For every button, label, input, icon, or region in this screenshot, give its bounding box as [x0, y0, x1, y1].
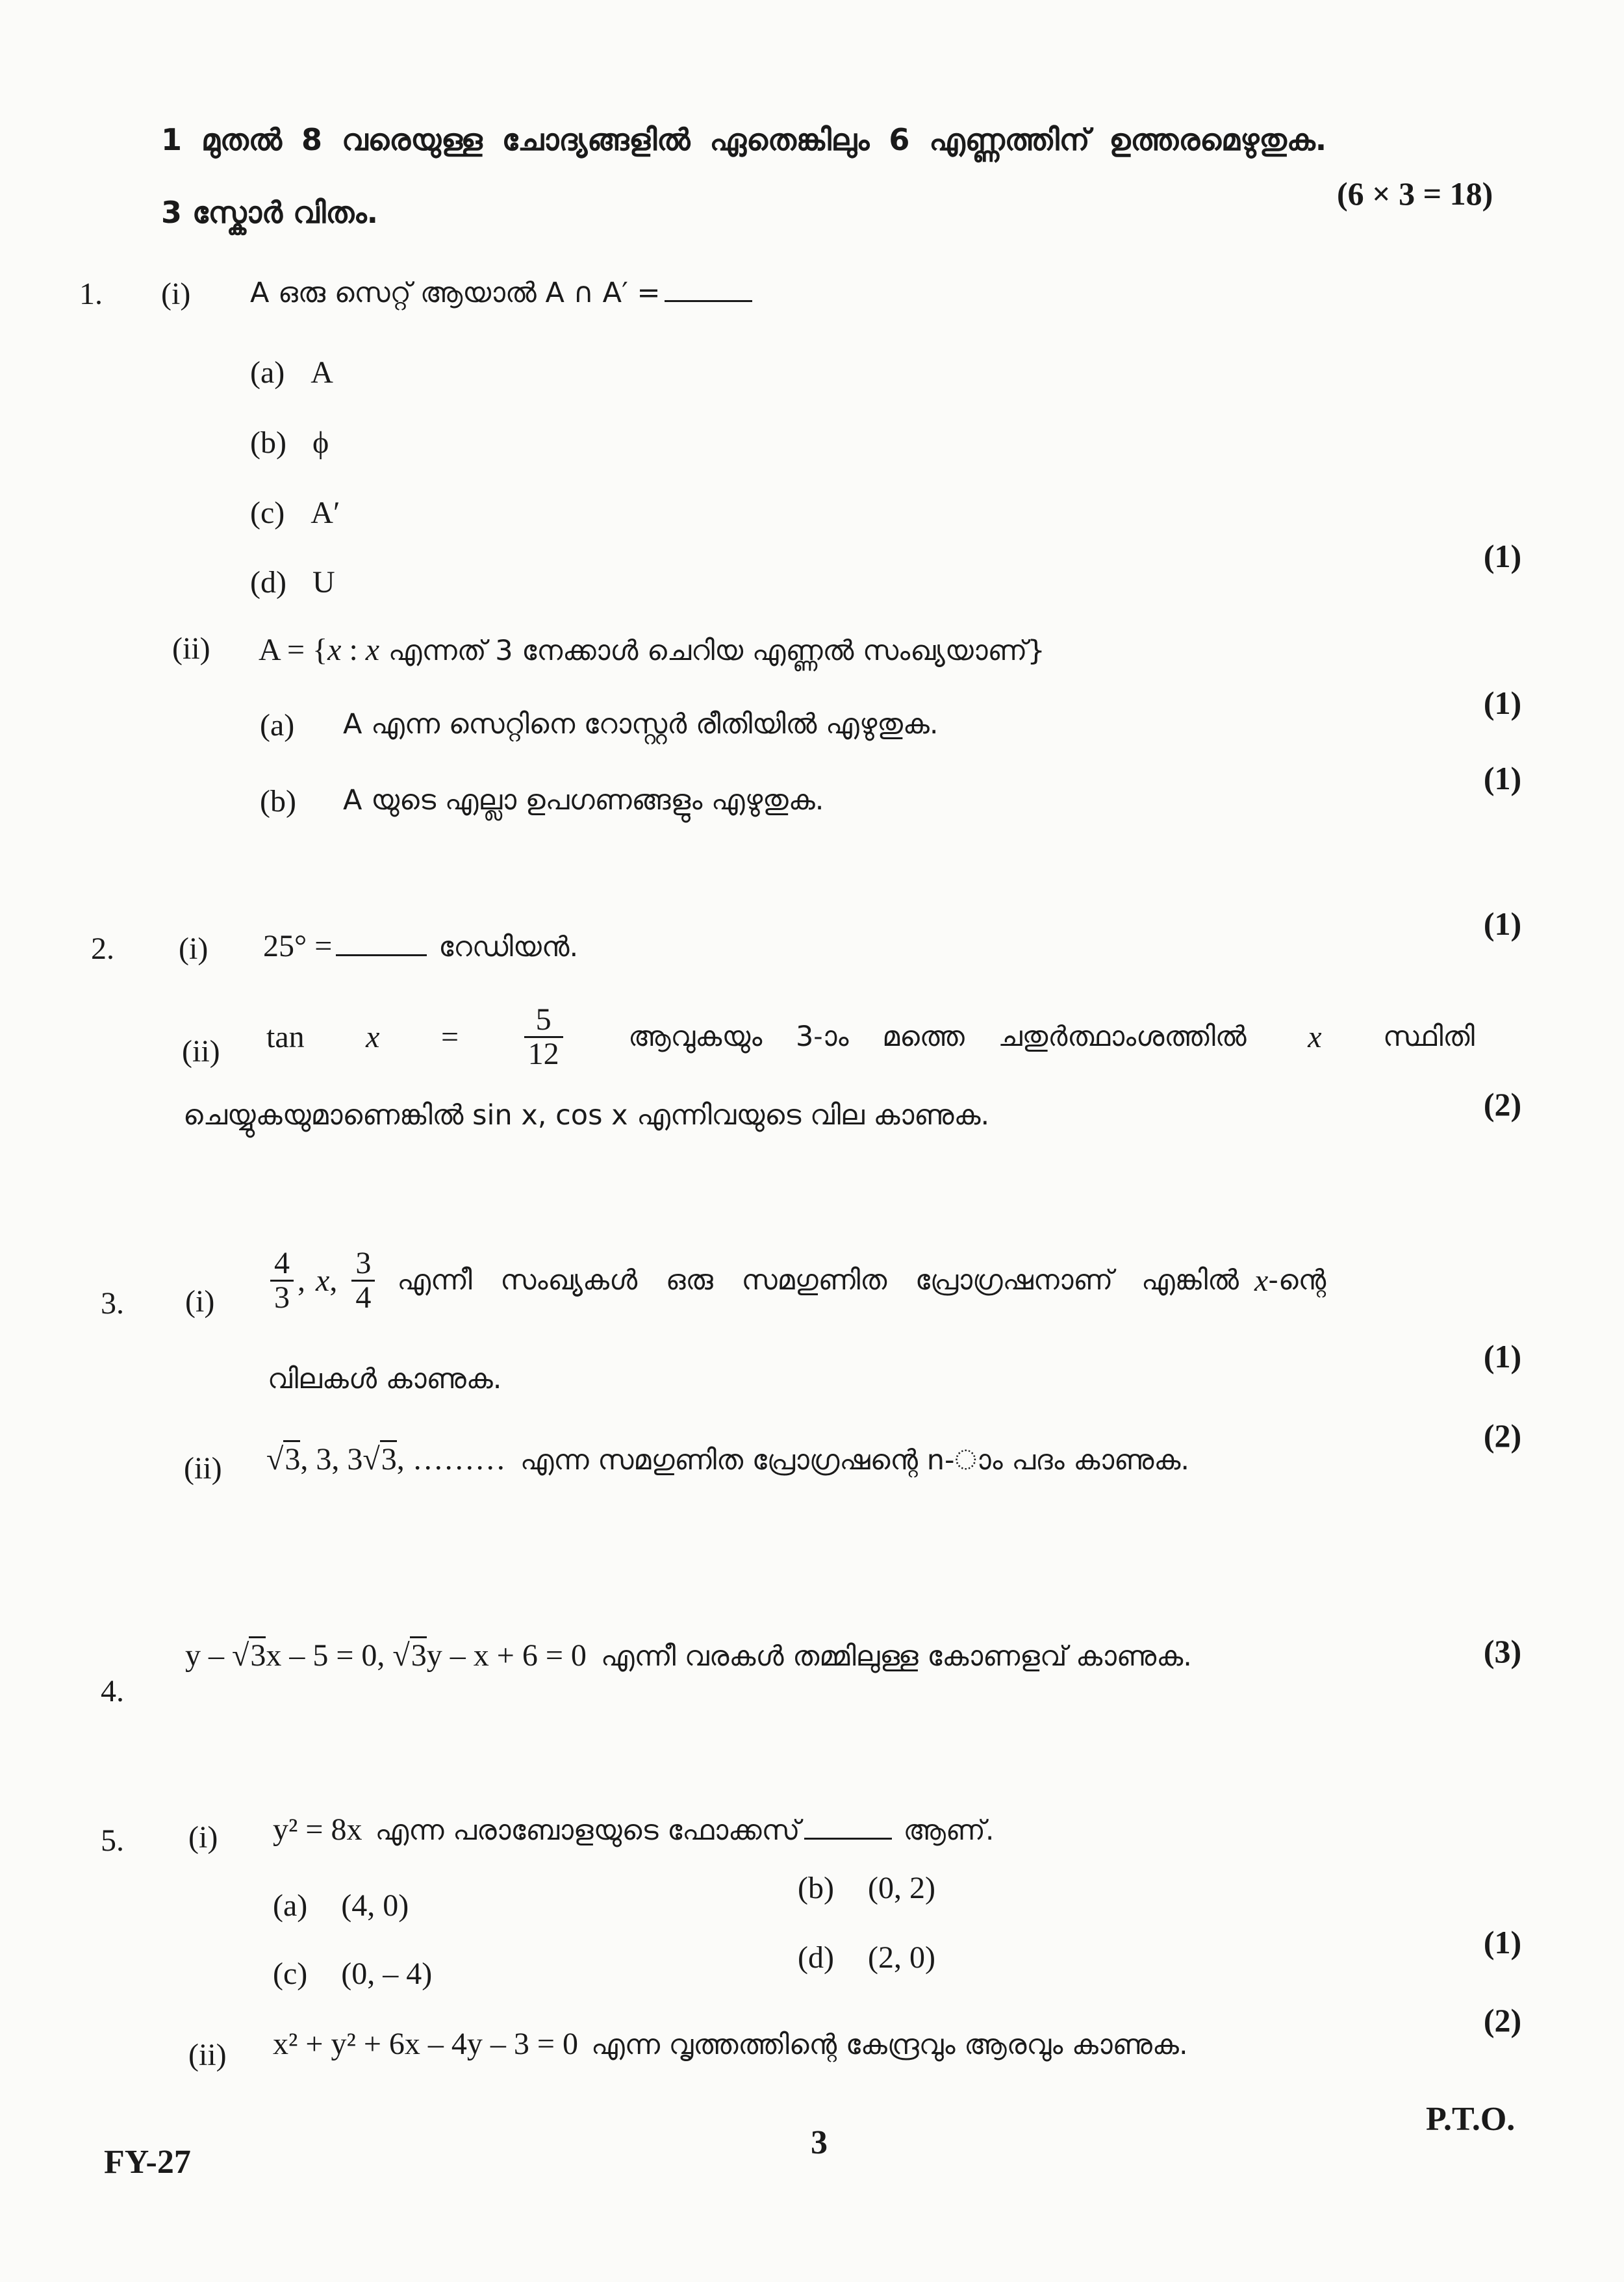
option-label: (b): [250, 425, 286, 460]
q5-option-b: [798, 1870, 935, 1907]
variable-x: x: [365, 633, 380, 667]
focus-question: എന്ന പരാബോളയുടെ ഫോക്കസ്: [375, 1814, 800, 1847]
option-text: (4, 0): [341, 1888, 409, 1923]
q1-ii-b-marks: (1): [1483, 760, 1522, 796]
fraction-denominator: 12: [527, 1037, 559, 1072]
separator: ,: [298, 1263, 305, 1299]
degree-expression: 25° =: [263, 929, 333, 963]
q1-ii-text: [259, 631, 1045, 669]
option-label: (c): [273, 1957, 308, 1991]
fraction-numerator: 4: [270, 1247, 294, 1282]
fraction-numerator: 5: [524, 1004, 563, 1038]
q2-ii-line2: ചെയ്യുകയുമാണെങ്കിൽ sin x, cos x എന്നിവയുടെ വില കാണുക.: [183, 1099, 990, 1132]
q1-i-label: (i): [161, 277, 191, 311]
is-word: ആണ്.: [903, 1814, 995, 1847]
paper-code: FY-27: [104, 2144, 191, 2181]
answer-blank: [336, 954, 427, 956]
circle-equation: x² + y² + 6x – 4y – 3 = 0: [273, 2027, 578, 2061]
fraction-denominator: 4: [355, 1280, 372, 1315]
sqrt-3: √3: [362, 1441, 396, 1478]
q2-ii-line1: [266, 1004, 1475, 1071]
q1-option-d: [250, 564, 335, 602]
radicand: 3: [249, 1636, 266, 1673]
fraction-denominator: 3: [274, 1280, 290, 1315]
line-equation-1: y –: [185, 1638, 232, 1673]
position-word: സ്ഥിതി: [1383, 1021, 1475, 1054]
q5-ii-marks: (2): [1483, 2002, 1522, 2038]
q4-marks: (3): [1483, 1633, 1522, 1669]
ellipsis: , ………: [396, 1442, 506, 1477]
q1-ii-a-label: (a): [260, 708, 295, 742]
option-text: (2, 0): [867, 1940, 935, 1975]
q5-i-label: (i): [188, 1820, 218, 1855]
nth-term-question: എന്ന സമഗുണിത പ്രോഗ്രഷന്റെ n-ാം പദം കാണുക.: [520, 1444, 1190, 1477]
please-turn-over: P.T.O.: [1426, 2101, 1516, 2138]
quadrant-condition: ആവുകയും 3-ാം മത്തെ ചതുർത്ഥാംശത്തിൽ: [628, 1021, 1247, 1054]
sqrt-3: √3: [266, 1441, 300, 1478]
q2-i-label: (i): [179, 932, 209, 966]
q5-i-text: [273, 1811, 995, 1849]
q1-option-a: [250, 354, 333, 392]
radicand: 3: [410, 1636, 427, 1673]
answer-blank: [665, 299, 752, 302]
option-label: (d): [798, 1940, 834, 1975]
q2-ii-marks: (2): [1483, 1086, 1522, 1122]
total-marks: (6 × 3 = 18): [1337, 175, 1493, 212]
option-text: (0, – 4): [341, 1957, 433, 1991]
set-builder-start: A = {: [259, 633, 328, 667]
answer-blank: [804, 1837, 892, 1840]
option-label: (d): [250, 565, 286, 600]
q4-number: 4.: [101, 1674, 124, 1708]
parabola-equation: y² = 8x: [273, 1812, 362, 1847]
q2-ii-label: (ii): [182, 1034, 220, 1069]
option-label: (a): [250, 355, 285, 390]
q3-i-line2: വിലകൾ കാണുക.: [268, 1363, 502, 1395]
radicand: 3: [283, 1440, 300, 1477]
q5-option-c: [273, 1955, 432, 1993]
q1-ii-a-marks: (1): [1483, 685, 1522, 721]
q1-i-marks: (1): [1483, 538, 1522, 574]
option-text: A: [311, 355, 333, 390]
q4-text: [185, 1637, 1192, 1675]
q3-ii-marks: (2): [1483, 1417, 1522, 1454]
option-text: U: [312, 565, 335, 600]
fraction-4-3: [270, 1247, 294, 1315]
q1-ii-a-text: A എന്ന സെറ്റിനെ റോസ്റ്റർ രീതിയിൽ എഴുതുക.: [343, 708, 939, 741]
variable-x: x: [316, 1263, 330, 1299]
q3-i-marks: (1): [1483, 1338, 1522, 1375]
radian-label: റേഡിയൻ.: [438, 931, 579, 963]
fraction-3-4: [351, 1247, 375, 1315]
fraction-numerator: 3: [351, 1247, 375, 1282]
q1-option-b: [250, 424, 329, 462]
option-text: (0, 2): [867, 1871, 935, 1905]
option-label: (a): [273, 1888, 308, 1923]
q1-ii-b-label: (b): [260, 784, 296, 818]
q3-ii-text: [266, 1441, 1189, 1478]
q3-ii-label: (ii): [184, 1451, 222, 1486]
set-builder-condition: എന്നത് 3 നേക്കാൾ ചെറിയ എണ്ണൽ സംഖ്യയാണ്}: [379, 635, 1045, 667]
gp-condition: എന്നീ സംഖ്യകൾ ഒരു സമഗുണിത പ്രോഗ്രഷനാണ് എങ്കിൽ: [397, 1264, 1239, 1297]
q3-i-label: (i): [185, 1284, 215, 1319]
sqrt-3: √3: [232, 1637, 266, 1675]
separator: ,: [329, 1263, 338, 1299]
instruction-line-2: 3 സ്കോർ വിതം.: [161, 195, 379, 230]
q3-number: 3.: [101, 1286, 124, 1321]
q5-i-marks: (1): [1483, 1924, 1522, 1960]
q5-option-a: [273, 1887, 409, 1925]
equals-sign: =: [440, 1020, 459, 1055]
option-text: A′: [311, 496, 340, 530]
option-label: (b): [798, 1871, 834, 1905]
q5-option-d: [798, 1939, 935, 1977]
q2-number: 2.: [91, 932, 114, 966]
q1-ii-label: (ii): [172, 631, 210, 666]
colon: :: [341, 633, 366, 667]
q1-i-text: [250, 277, 756, 311]
option-label: (c): [250, 496, 285, 530]
instruction-line-1: 1 മുതൽ 8 വരെയുള്ള ചോദ്യങ്ങളിൽ ഏതെങ്കിലും 6 എണ്ണത്തിന് ഉത്തരമെഴുതുക.: [161, 122, 1327, 157]
q2-i-marks: (1): [1483, 906, 1522, 942]
radicand: 3: [380, 1440, 397, 1477]
suffix-of: -ന്റെ: [1268, 1264, 1326, 1297]
variable-x: x: [1308, 1020, 1322, 1055]
q3-i-line1: [266, 1247, 1465, 1315]
variable-x: x: [1254, 1263, 1269, 1299]
q5-ii-label: (ii): [188, 2038, 227, 2072]
q2-i-text: [263, 928, 578, 965]
q1-i-question: A ഒരു സെറ്റ് ആയാൽ A ∩ A′ =: [250, 277, 661, 309]
line-equation-1-rest: x – 5 = 0,: [266, 1638, 393, 1673]
q1-ii-b-text: A യുടെ എല്ലാ ഉപഗണങ്ങളും എഴുതുക.: [343, 784, 824, 817]
page-number: 3: [811, 2124, 828, 2161]
variable-x: x: [366, 1020, 380, 1055]
sequence-middle: , 3, 3: [300, 1442, 363, 1477]
variable-x: x: [327, 633, 342, 667]
q5-ii-text: [273, 2025, 1188, 2063]
q1-number: 1.: [79, 277, 103, 311]
line-equation-2: y – x + 6 = 0: [426, 1638, 587, 1673]
option-text: ϕ: [312, 425, 329, 460]
fraction-5-12: [524, 1004, 563, 1071]
tan-function: tan: [266, 1020, 305, 1055]
q5-number: 5.: [101, 1823, 124, 1858]
angle-question: എന്നീ വരകൾ തമ്മിലുള്ള കോണളവ് കാണുക.: [600, 1640, 1192, 1673]
sqrt-3: √3: [392, 1637, 426, 1675]
q1-option-c: [250, 494, 340, 532]
center-radius-question: എന്ന വൃത്തത്തിന്റെ കേന്ദ്രവും ആരവും കാണുക.: [591, 2029, 1188, 2061]
